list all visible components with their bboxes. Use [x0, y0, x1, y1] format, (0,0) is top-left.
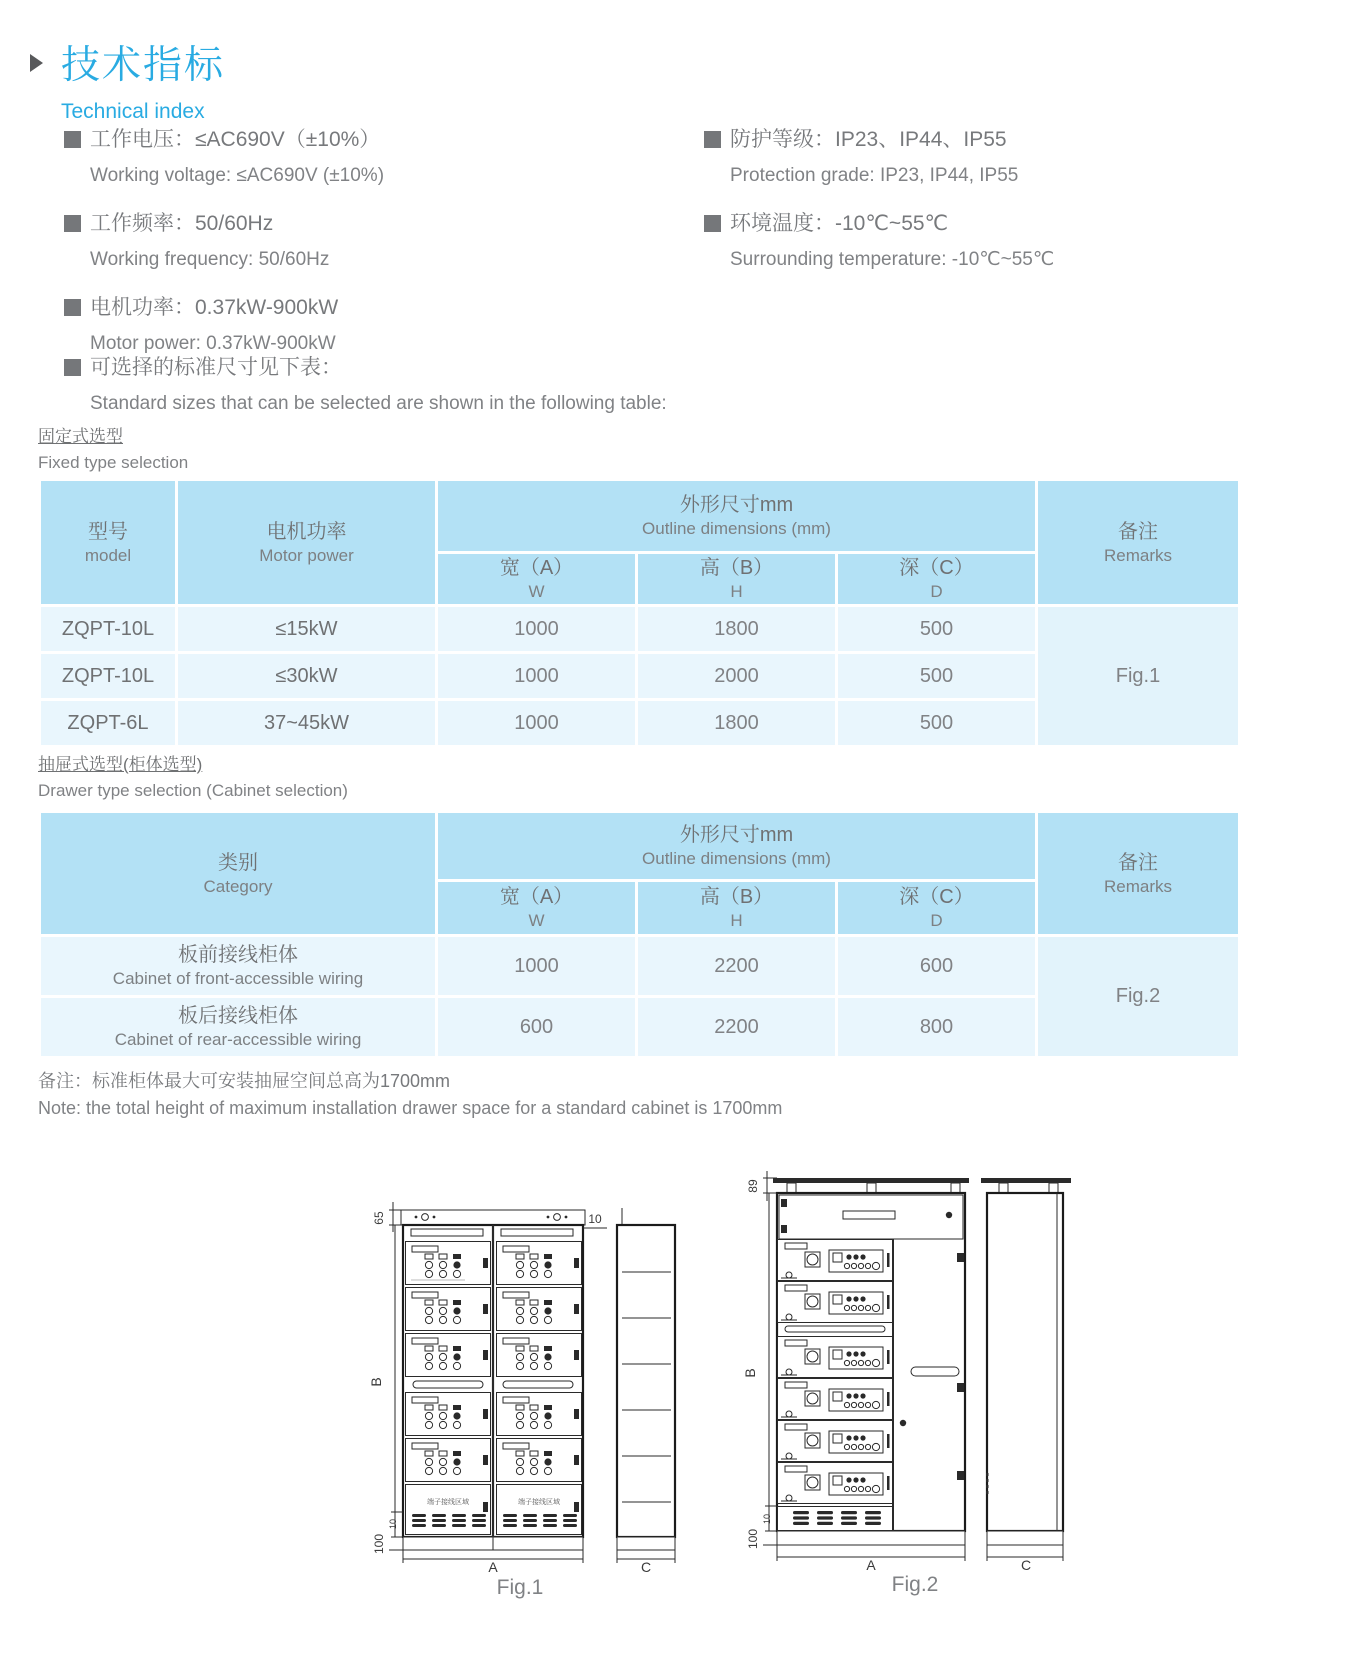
spec-item	[64, 292, 684, 359]
col-header-width: 宽（A） W	[438, 554, 635, 604]
spec-cn-text: 环境温度：-10℃~55℃	[730, 212, 949, 235]
dim-C: C	[1020, 1557, 1032, 1573]
dim-A: A	[866, 1557, 876, 1573]
power-cell: 37~45kW	[178, 701, 435, 745]
height-cell: 1800	[638, 607, 835, 651]
width-cell: 1000	[438, 937, 635, 995]
dim-10-vent: 10	[388, 1518, 398, 1530]
figure-1-cabinet-drawing	[345, 1122, 685, 1600]
width-cell: 1000	[438, 654, 635, 698]
height-cell: 2200	[638, 937, 835, 995]
spec-cn-text: 工作电压：≤AC690V（±10%）	[90, 128, 381, 151]
page-subtitle: Technical index	[61, 100, 205, 123]
bullet-square-icon	[704, 131, 721, 148]
dim-B: B	[742, 1368, 758, 1378]
spec-en-text: Surrounding temperature: -10℃~55℃	[730, 249, 1055, 270]
terminal-area-label: 端子接线区域	[518, 1499, 560, 1506]
col-header-remarks: 备注 Remarks	[1038, 813, 1238, 934]
power-cell: ≤30kW	[178, 654, 435, 698]
col-header-depth: 深（C） D	[838, 554, 1035, 604]
col-header-remarks: 备注 Remarks	[1038, 481, 1238, 604]
col-header-outline-dimensions: 外形尺寸mm Outline dimensions (mm)	[438, 813, 1035, 879]
remark-cell: Fig.2	[1038, 937, 1238, 1056]
figure-2-cabinet-drawing	[715, 1083, 1075, 1598]
col-header-height: 高（B） H	[638, 554, 835, 604]
category-cell: 板后接线柜体 Cabinet of rear-accessible wiring	[41, 998, 435, 1056]
bullet-square-icon	[64, 359, 81, 376]
table-intro-en: Standard sizes that can be selected are shown in the following table:	[90, 393, 667, 414]
spec-list-right	[704, 124, 1324, 292]
fig1-front-view	[401, 1210, 585, 1550]
drawer-table-title-en: Drawer type selection (Cabinet selection)	[38, 781, 348, 800]
spec-en-text: Working frequency: 50/60Hz	[90, 249, 330, 270]
bullet-square-icon	[64, 215, 81, 232]
spec-cn-text: 电机功率：0.37kW-900kW	[90, 296, 339, 319]
dim-10-vent: 10	[762, 1513, 772, 1525]
dim-B: B	[368, 1377, 384, 1387]
category-cell: 板前接线柜体 Cabinet of front-accessible wiring	[41, 937, 435, 995]
spec-list-left	[64, 124, 684, 376]
model-cell: ZQPT-10L	[41, 607, 175, 651]
depth-cell: 800	[838, 998, 1035, 1056]
footnote	[38, 1068, 782, 1122]
model-cell: ZQPT-6L	[41, 701, 175, 745]
height-cell: 1800	[638, 701, 835, 745]
dim-65: 65	[372, 1211, 386, 1225]
spec-en-text: Working voltage: ≤AC690V (±10%)	[90, 165, 385, 186]
spec-cn-text: 防护等级：IP23、IP44、IP55	[730, 128, 1007, 151]
depth-cell: 600	[838, 937, 1035, 995]
width-cell: 1000	[438, 701, 635, 745]
width-cell: 600	[438, 998, 635, 1056]
footnote-en: Note: the total height of maximum installation drawer space for a standard cabinet is 1700mm	[38, 1098, 783, 1118]
fig1-caption: Fig.1	[496, 1576, 544, 1599]
dim-100: 100	[746, 1528, 760, 1550]
width-cell: 1000	[438, 607, 635, 651]
spec-item	[64, 124, 684, 191]
bullet-square-icon	[64, 131, 81, 148]
fig2-front-view	[773, 1178, 969, 1545]
spec-en-text: Motor power: 0.37kW-900kW	[90, 333, 336, 354]
col-header-category: 类别 Category	[41, 813, 435, 934]
col-header-width: 宽（A） W	[438, 882, 635, 934]
col-header-height: 高（B） H	[638, 882, 835, 934]
spec-item	[704, 124, 1324, 191]
spec-item	[64, 208, 684, 275]
dim-100: 100	[372, 1533, 386, 1555]
page-title: 技术指标	[61, 44, 226, 87]
col-header-motor-power: 电机功率 Motor power	[178, 481, 435, 604]
fixed-table-title	[38, 424, 188, 476]
footnote-cn: 备注：标准柜体最大可安装抽屉空间总高为1700mm	[38, 1071, 451, 1091]
table-intro	[64, 352, 684, 419]
col-header-depth: 深（C） D	[838, 882, 1035, 934]
bullet-square-icon	[64, 299, 81, 316]
terminal-area-label: 端子接线区域	[427, 1499, 469, 1506]
fixed-table-title-cn: 固定式选型	[38, 427, 123, 446]
model-cell: ZQPT-10L	[41, 654, 175, 698]
table-row	[41, 607, 1238, 651]
dim-A: A	[488, 1559, 498, 1575]
dim-C: C	[640, 1559, 652, 1575]
col-header-model: 型号 model	[41, 481, 175, 604]
drawer-type-table	[38, 810, 1241, 1059]
table-intro-cn: 可选择的标准尺寸见下表：	[90, 356, 342, 379]
drawer-table-title	[38, 752, 348, 804]
depth-cell: 500	[838, 607, 1035, 651]
fig1-side-view	[617, 1208, 675, 1550]
spec-item	[704, 208, 1324, 275]
height-cell: 2200	[638, 998, 835, 1056]
dim-89: 89	[746, 1179, 760, 1193]
fig2-side-view	[981, 1178, 1071, 1545]
table-row	[41, 937, 1238, 995]
col-header-outline-dimensions: 外形尺寸mm Outline dimensions (mm)	[438, 481, 1035, 551]
height-cell: 2000	[638, 654, 835, 698]
dim-10-top: 10	[588, 1212, 602, 1226]
page-header	[30, 34, 225, 124]
depth-cell: 500	[838, 701, 1035, 745]
fig2-caption: Fig.2	[891, 1573, 939, 1596]
remark-cell: Fig.1	[1038, 607, 1238, 745]
section-arrow-icon	[30, 54, 43, 72]
bullet-square-icon	[704, 215, 721, 232]
depth-cell: 500	[838, 654, 1035, 698]
fixed-table-title-en: Fixed type selection	[38, 453, 189, 472]
spec-en-text: Protection grade: IP23, IP44, IP55	[730, 165, 1019, 186]
power-cell: ≤15kW	[178, 607, 435, 651]
drawer-table-title-cn: 抽屉式选型(柜体选型)	[38, 755, 203, 774]
spec-cn-text: 工作频率：50/60Hz	[90, 212, 274, 235]
fixed-type-table	[38, 478, 1241, 748]
